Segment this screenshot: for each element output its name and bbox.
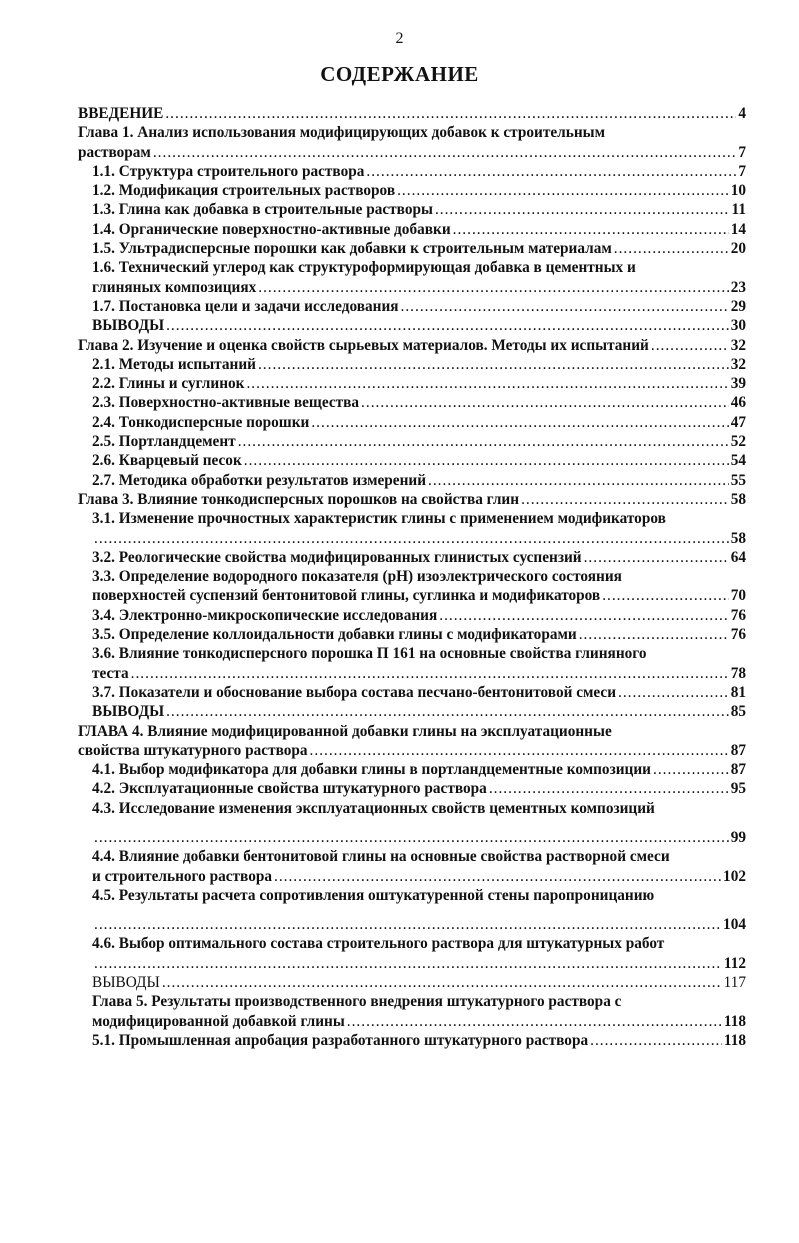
toc-entry-text-line: 3.1. Изменение прочностных характеристик глины с применением модификаторов [92, 510, 666, 528]
toc-entry-title: ВВЕДЕНИЕ [78, 105, 164, 122]
dot-leader [165, 104, 736, 123]
dot-leader [489, 779, 729, 798]
dot-leader [94, 828, 729, 847]
toc-entry[interactable] [78, 1031, 746, 1050]
dot-leader [131, 664, 729, 683]
toc-entry-title: растворам [78, 143, 151, 161]
toc-page-number: 20 [730, 240, 746, 258]
toc-page-number: 32 [730, 336, 746, 354]
toc-entry-title: глиняных композициях [92, 278, 257, 296]
dot-leader [274, 867, 721, 886]
toc-entry[interactable] [78, 702, 746, 721]
toc-entry-title: 1.4. Органические поверхностно-активные добавки [92, 220, 451, 238]
dot-leader [94, 915, 721, 934]
toc-entry[interactable] [78, 181, 746, 200]
toc-page-number: 117 [723, 974, 746, 992]
toc-entry[interactable] [78, 722, 746, 761]
toc-entry[interactable] [78, 239, 746, 258]
toc-page-number: 4 [738, 105, 746, 122]
toc-entry-text-line: Глава 1. Анализ использования модифицирующих добавок к строительным [78, 124, 605, 142]
toc-page-number: 23 [730, 278, 746, 296]
toc-page-number: 104 [723, 916, 746, 934]
toc-entry-title: 1.3. Глина как добавка в строительные растворы [92, 201, 433, 219]
toc-entry-text-line: 3.3. Определение водородного показателя (рН) изоэлектрического состояния [92, 568, 622, 586]
toc-entry-text-line: ГЛАВА 4. Влияние модифицированной добавки глины на эксплуатационные [78, 722, 612, 740]
toc-entry[interactable] [78, 316, 746, 335]
dot-leader [439, 606, 728, 625]
dot-leader [311, 413, 728, 432]
toc-entry[interactable] [78, 683, 746, 702]
toc-entry[interactable] [78, 548, 746, 567]
dot-leader [521, 490, 729, 509]
toc-entry-title: Глава 2. Изучение и оценка свойств сырьевых материалов. Методы их испытаний [78, 336, 649, 354]
toc-entry[interactable] [78, 847, 746, 886]
toc-entry-title: 1.5. Ультрадисперсные порошки как добавки к строительным материалам [92, 240, 612, 258]
dot-leader [590, 1031, 722, 1050]
dot-leader [614, 239, 729, 258]
toc-entry-title: свойства штукатурного раствора [78, 741, 308, 759]
dot-leader [94, 529, 729, 548]
toc-page-number: 99 [730, 828, 746, 846]
toc-page-number: 85 [730, 703, 746, 721]
dot-leader [653, 760, 729, 779]
dot-leader [258, 278, 728, 297]
toc-page-number: 32 [730, 355, 746, 373]
toc-entry-text-line: 4.3. Исследование изменения эксплуатационных свойств цементных композиций [92, 799, 655, 817]
toc-entry-title: 3.2. Реологические свойства модифицированных глинистых суспензий [92, 548, 582, 566]
dot-leader [584, 548, 729, 567]
toc-page-number: 39 [730, 375, 746, 393]
toc-page-number: 55 [730, 471, 746, 489]
dot-leader [153, 143, 737, 162]
toc-page-number: 78 [730, 664, 746, 682]
toc-entry[interactable] [78, 123, 746, 162]
dot-leader [428, 471, 729, 490]
toc-page-number: 11 [731, 201, 746, 219]
dot-leader [435, 200, 730, 219]
toc-page-number: 118 [723, 1012, 746, 1030]
toc-entry[interactable] [78, 200, 746, 219]
dot-leader [453, 220, 729, 239]
toc-entry-text-line: 3.6. Влияние тонкодисперсного порошка П 161 на основные свойства глиняного [92, 645, 647, 663]
toc-page-number: 7 [738, 143, 746, 161]
toc-page-number: 10 [730, 182, 746, 200]
toc-entry[interactable] [78, 973, 746, 992]
toc-page-number: 30 [730, 317, 746, 335]
toc-entry-title: 1.7. Постановка цели и задачи исследования [92, 297, 399, 315]
toc-page-number: 7 [738, 162, 746, 180]
toc-entry[interactable] [78, 934, 746, 973]
toc-page-number: 46 [730, 394, 746, 412]
toc-entry[interactable] [78, 393, 746, 412]
dot-leader [651, 336, 729, 355]
toc-entry-title: 2.7. Методика обработки результатов измерений [92, 471, 427, 489]
toc-entry-title: теста [92, 664, 129, 682]
toc-entry-text-line: Глава 5. Результаты производственного внедрения штукатурного раствора с [92, 993, 622, 1011]
toc-page-number: 14 [730, 220, 746, 238]
toc-entry-title: 2.1. Методы испытаний [92, 355, 256, 373]
toc-entry[interactable] [78, 490, 746, 509]
dot-leader [401, 297, 729, 316]
toc-entry[interactable] [78, 799, 746, 848]
dot-leader [347, 1012, 722, 1031]
dot-leader [94, 954, 722, 973]
dot-leader [579, 625, 729, 644]
table-of-contents [78, 104, 746, 1050]
toc-entry-text-line: 1.6. Технический углерод как структуроформирующая добавка в цементных и [92, 259, 636, 277]
toc-entry-title: 5.1. Промышленная апробация разработанного штукатурного раствора [92, 1031, 589, 1049]
toc-entry[interactable] [78, 625, 746, 644]
dot-leader [602, 586, 729, 605]
toc-entry-title: 2.2. Глины и суглинок [92, 375, 245, 393]
dot-leader [258, 355, 729, 374]
dot-leader [162, 973, 722, 992]
toc-page-number: 47 [730, 413, 746, 431]
toc-entry-text-line: 4.5. Результаты расчета сопротивления оштукатуренной стены паропроницанию [92, 886, 655, 904]
dot-leader [244, 451, 729, 470]
toc-page-number: 87 [730, 761, 746, 779]
dot-leader [238, 432, 729, 451]
toc-entry-title: ВЫВОДЫ [92, 317, 165, 335]
toc-entry[interactable] [78, 374, 746, 393]
toc-entry[interactable] [78, 258, 746, 297]
toc-entry-title: Глава 3. Влияние тонкодисперсных порошков на свойства глин [78, 490, 520, 508]
toc-entry-title: 2.3. Поверхностно-активные вещества [92, 394, 360, 412]
toc-entry[interactable] [78, 509, 746, 548]
toc-page-number: 54 [730, 452, 746, 470]
dot-leader [618, 683, 729, 702]
toc-entry[interactable] [78, 432, 746, 451]
toc-entry-title: ВЫВОДЫ [92, 974, 160, 992]
toc-entry[interactable] [78, 644, 746, 683]
page-number: 2 [395, 30, 404, 47]
toc-page-number: 95 [730, 780, 746, 798]
toc-entry-title: и строительного раствора [92, 867, 272, 885]
toc-entry[interactable] [78, 413, 746, 432]
toc-page-number: 118 [723, 1031, 746, 1049]
toc-page-number: 58 [730, 490, 746, 508]
toc-entry[interactable] [78, 760, 746, 779]
toc-entry-title: 2.6. Кварцевый песок [92, 452, 242, 470]
dot-leader [397, 181, 729, 200]
toc-page-number: 58 [730, 529, 746, 547]
toc-page-number: 112 [723, 954, 746, 972]
toc-entry-title: 2.4. Тонкодисперсные порошки [92, 413, 310, 431]
dot-leader [361, 393, 729, 412]
toc-entry[interactable] [78, 886, 746, 935]
toc-entry[interactable] [78, 220, 746, 239]
toc-entry-text-line: 4.4. Влияние добавки бентонитовой глины на основные свойства растворной смеси [92, 848, 670, 866]
toc-page-number: 76 [730, 606, 746, 624]
toc-entry-title: модифицированной добавкой глины [92, 1012, 345, 1030]
page-title: СОДЕРЖАНИЕ [320, 62, 479, 86]
dot-leader [246, 374, 728, 393]
toc-page-number: 52 [730, 433, 746, 451]
toc-entry[interactable] [78, 451, 746, 470]
toc-entry-text-line: 4.6. Выбор оптимального состава строительного раствора для штукатурных работ [92, 935, 665, 953]
toc-page-number: 102 [723, 867, 746, 885]
toc-entry-title: 1.1. Структура строительного раствора [92, 162, 365, 180]
toc-entry[interactable] [78, 104, 746, 123]
toc-entry-title: ВЫВОДЫ [92, 703, 165, 721]
dot-leader [166, 316, 729, 335]
toc-entry-title: 3.7. Показатели и обоснование выбора состава песчано-бентонитовой смеси [92, 683, 617, 701]
toc-entry[interactable] [78, 992, 746, 1031]
toc-entry[interactable] [78, 355, 746, 374]
toc-entry[interactable] [78, 606, 746, 625]
toc-entry-title: поверхностей суспензий бентонитовой глины, суглинка и модификаторов [92, 587, 601, 605]
toc-page-number: 81 [730, 683, 746, 701]
dot-leader [310, 741, 729, 760]
toc-entry[interactable] [78, 471, 746, 490]
toc-page-number: 29 [730, 297, 746, 315]
toc-entry-title: 3.4. Электронно-микроскопические исследования [92, 606, 438, 624]
toc-entry-title: 4.2. Эксплуатационные свойства штукатурного раствора [92, 780, 487, 798]
toc-entry[interactable] [78, 297, 746, 316]
toc-page-number: 76 [730, 626, 746, 644]
toc-entry-title: 2.5. Портландцемент [92, 433, 236, 451]
toc-entry[interactable] [78, 567, 746, 606]
toc-entry[interactable] [78, 779, 746, 798]
toc-entry-title: 3.5. Определение коллоидальности добавки глины с модификаторами [92, 626, 577, 644]
toc-entry[interactable] [78, 162, 746, 181]
toc-page-number: 87 [730, 741, 746, 759]
dot-leader [166, 702, 729, 721]
toc-page-number: 64 [730, 548, 746, 566]
toc-entry-title: 1.2. Модификация строительных растворов [92, 182, 396, 200]
toc-page-number: 70 [730, 587, 746, 605]
dot-leader [366, 162, 736, 181]
toc-entry-title: 4.1. Выбор модификатора для добавки глины в портландцементные композиции [92, 761, 651, 779]
toc-entry[interactable] [78, 336, 746, 355]
